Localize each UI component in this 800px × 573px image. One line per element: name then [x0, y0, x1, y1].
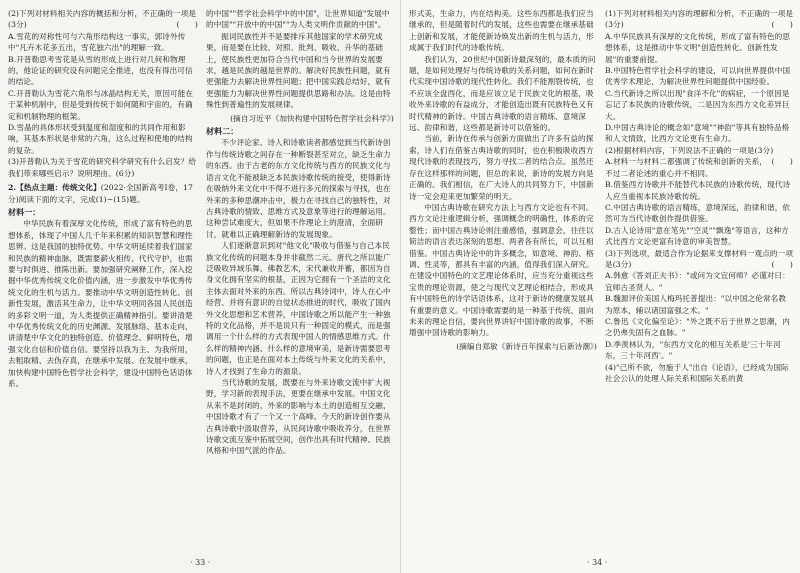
- paragraph: 当前，新诗在传承与创新方面做出了许多有益的探索，诗人们在借鉴古典诗歌的同时，也在积极吸收西方现代诗歌的表现技巧，努力寻找二者的结合点。虽然还存在这样那样的问题，但总的来说，新诗的发展方向是正确的。我们相信，在广大诗人的共同努力下，中国新诗一定会迎来更加繁荣的明天。: [409, 134, 594, 201]
- answer-paren: ( ): [771, 157, 793, 167]
- right-page: [400, 0, 800, 573]
- question-stem: [605, 145, 793, 167]
- answer-option: A.中华民族具有深厚的文化传统，形成了富有特色的思想体系，这是推动中华文明"创造性转化、创新性发展"的重要前提。: [605, 31, 791, 64]
- paragraph: 中国古典诗歌在研究方法上与西方文论也有不同。西方文论注重逻辑分析，强调概念的明确性，体系的完整性；而中国古典诗论则注重感悟，强调意会，往往以简洁的语言表达深刻的思想。两者各有所长，可以互相借鉴。中国古典诗论中的许多概念，如意境、神韵、格调、性灵等，都具有丰富的内涵，值得我们深入研究。在建设中国特色的文艺理论体系时，应当充分重视这些宝贵的理论资源，使之与现代文艺理论相结合，形成具有中国特色的诗学话语体系，这对于新诗的健康发展具有重要的意义。中国诗歌需要的是一种基于传统、面向未来的理论自信，要向世界讲好中国诗歌的故事，不断增强中国诗歌的影响力。: [409, 202, 594, 338]
- answer-option: B.魏源评价美国人梅玛托普提出："以中国之伦常名教为原本，辅以诸国富强之术。": [605, 294, 787, 315]
- answer-option: C.当代新诗之所以出现"食洋不化"的病症，一个原因是忘记了本民族的诗歌传统，二是因为东西方文化差异巨大。: [605, 88, 790, 121]
- answer-option: B.开普勒思考雪花是从雪的形成上进行对几何和物理的，他论证的研究设有问题完全推进，也没有得出可信的结论。: [8, 54, 193, 87]
- left-column-2: [206, 8, 394, 457]
- answer-paren: ( ): [176, 20, 198, 30]
- paragraph: 中华民族有着深厚文化传统，形成了富有特色的思想体系，体现了中国人几千年来积累的知识智慧和理性思辨。这是我国的独特优势。中华文明延续着我们国家和民族的精神血脉，既需要薪火相传、代代守护，也需要与时俱进、推陈出新。要加强研究阐释工作，深入挖掘中华优秀传统文化价值内涵，进一步激发中华优秀传统文化的生机与活力。要推动中华文明创造性转化、创新性发展，激活其生命力，让中华文明同各国人民创造的多彩文明一道，为人类提供正确精神指引。要讲清楚中华优秀传统文化的历史渊源、发展脉络、基本走向，讲清楚中华文化的独特创造、价值理念、鲜明特色，增强文化自信和价值自信。要坚持以我为主、为我所用，去粗取精、去伪存真，在继承中发展、在发展中继承，加快构建中国特色哲学社会科学，建设中国特色话语体系。: [8, 219, 193, 388]
- paragraph: 的中国""哲学社会科学中的中国"，让世界知道"发展中的中国""开放中的中国""为人类文明作贡献的中国"。: [206, 9, 390, 30]
- answer-option: C.开普勒认为雪花六角形与冰晶结构无关，原因可能在于某种机制中，但是受到传统于如何随和宇宙的，有确定和机制物理的框架。: [8, 88, 194, 121]
- question-text: (3)开普勒认为关于雪花的研究科学研究有什么启发？给我们带来哪些启示？说明理由。(6分): [8, 157, 197, 178]
- question-stem: [605, 8, 793, 31]
- material-title: 材料二：: [206, 126, 239, 137]
- paragraph: 我们认为，20世纪中国新诗最深刻的，最本质的问题，是如何处理好与传统诗歌的关系问题，如何在新时代实现中国诗歌的现代性转化。我们不能割裂传统，也不应该全盘西化，而是应该立足于民族文化的根基，吸收外来诗歌的有益成分，才能创造出既有民族特色又有时代精神的新诗。中国古典诗歌的语言精练、意境深远、韵律和谐，这些都是新诗可以借鉴的。: [409, 54, 596, 133]
- answer-option: D.雪晶的具体形状受到温度和湿度和的共同作用和影响，其基本形状是非常的六角，这么过程和使地的结构的复杂。: [8, 123, 193, 155]
- question-stem: [8, 8, 198, 31]
- answer-option: C.中国古典诗歌的语言精练，意境深远，韵律和谐，依然可为当代诗歌创作提供借鉴。: [605, 202, 791, 224]
- question-stem: [8, 156, 198, 179]
- right-column-2: [605, 8, 793, 384]
- source-citation: (摘编自郑敏《新诗百年探索与后新诗潮》): [456, 341, 597, 351]
- answer-paren: ( ): [771, 20, 793, 30]
- answer-option: D.古人论诗用"意在笔先""空灵""飘逸"等语言，这种方式比西方文论更富有诗意的审美智慧。: [605, 225, 789, 247]
- answer-option: B.借鉴西方诗歌并不能替代本民族的诗歌传统，现代诗人应当重视本民族诗歌传统。: [605, 180, 791, 201]
- question-text: (1)下列对材料相关内容的理解和分析，不正确的一项是(3分): [605, 9, 793, 30]
- page-number-left: · 33 ·: [190, 558, 211, 567]
- paragraph: 不少评论家、诗人和诗歌读者都感觉到当代新诗创作与传统诗歌之间存在一种断裂甚至对立，缺乏生命力的东西。由于古老的东方文化传统与西方的民族文化与语言文化不能被缺乏本民族诗歌传统的接受，使得新诗在吸纳外来文化中不得不进行多元的探索与寻找，也在外来的多种思潮冲击中，极力在寻找自己的独特性，对古典诗歌的情致、思维方式及意象等进行的理解运用。这种尝试难度大，但如果不作理论上的澄清，全面研讨，就难以正确理解新诗的发展现象。: [206, 138, 391, 239]
- right-column-1: [409, 8, 597, 352]
- hot-topic-text: (2022·全国新高考Ⅰ卷，17分)阅读下面的文字，完成(1)~(15)题。: [8, 183, 193, 204]
- question-stem: [605, 248, 793, 271]
- answer-option: A.材料一与材料二都强调了传统和创新的关系，不过二者论述的重心并不相同。: [605, 157, 767, 178]
- answer-option: A.韩愈《答刘正夫书》："或问为文宜何师？必谨对曰：宜师古圣贤人。": [605, 271, 790, 292]
- question-stem: [605, 362, 793, 385]
- question-text: (2)根据材料内容，下列说法不正确的一项是(3分): [605, 145, 774, 155]
- answer-option: A.雪花的对称性可与六角形结构这一事实，郭诗外传中"凡卉木花多五出，雪花独六出"的理解一致。: [8, 31, 186, 53]
- answer-paren: ( ): [771, 259, 793, 269]
- source-citation: (摘自习近平《加快构建中国特色哲学社会科学》): [230, 113, 394, 123]
- question-text: (2)下列对材料相关内容的概括和分析，不正确的一项是(3分): [8, 9, 197, 30]
- paragraph: 振词民族性并不是要排斥其他国家的学术研究成果，而是要在比较、对照、批判、吸收、升华的基础上，使民族性更加符合当代中国和当今世界的发展要求，越是民族的越是世界的。解决好民族性问题，就有更强能力去解决世界性问题；把中国实践总结好，就有更强能力为解决世界性问题提供思路和办法。这是由特殊性到普遍性的发展规律。: [206, 31, 391, 110]
- answer-option: D.中国古典诗论的概念如"意境""神韵"等具有独特品格和人文情致，比西方文论更有生命力。: [605, 123, 790, 144]
- material-title: 材料一：: [8, 206, 41, 217]
- answer-option: C.鲁迅《文化偏至论》："外之既不后于世界之思潮，内之仍弗失固有之血脉。": [605, 316, 790, 338]
- hot-topic-heading: [8, 182, 198, 205]
- question-text: (4)"己所不欲，勿施于人"出自《论语》，已经成为国际社会公认的处理人际关系和国际关系的黄: [605, 362, 789, 383]
- page-number-right: · 34 ·: [587, 558, 608, 567]
- answer-option: D.季羡林认为，"东西方文化的相互关系是'三十年河东，三十年河西'。": [605, 339, 781, 361]
- paragraph: 形式美，生命力，内在结构美。这些东西都是我们应当继承的，但是随着时代的发展，这些也需要在继承基础上创新和发展，才能使新诗焕发出新的生机与活力，形成属于我们时代的诗歌传统。: [409, 9, 594, 53]
- paragraph: 人们逐渐意识到对"他文化"吸收与借鉴与自己本民族文化传统的问题本身并非截然二元。唐代之所以能广泛吸收异域乐舞、佛教艺术，宋代兼收并蓄，都因为自身文化拥有坚实的根基，正因为它拥有一个圣洁的文化主体去面对外来的东西。所以古典诗词中，诗人在心中经营、并将有意识的自觉状态推进的时代，吸收了国内外文化思想和艺术营养，中国诗歌之所以能产生一种独特的文化品格，并不是说只有一种固定的模式，而是强调用一个什么样的方式表现中国人的情感思维方式。什么样的精神内涵、什么样的意境审美，是新诗需要思考的问题，也正是在面对本土传统与外来文化的关系中，诗人才找到了生命力的源泉。: [206, 241, 391, 376]
- question-text: (3)下列选项，最适合作为论据来支撑材料一观点的一项是(3分): [605, 248, 793, 269]
- paragraph: 当代诗歌的发展，既要在与外来诗歌交流中扩大视野，学习新的表现手法，更要在继承中发展。中国文化从来不是封闭的，外来的影响与本土的创造相互交融，中国诗歌才有了一个又一个高峰。今天的新诗创作要从古典诗歌中汲取营养，从民间诗歌中吸收养分，在世界诗歌交流互鉴中拓展空间，创作出具有时代精神、民族风格和中国气派的作品。: [206, 378, 391, 456]
- left-column-1: [8, 8, 198, 389]
- hot-topic-tag: 2.【热点主题：传统文化】: [8, 183, 101, 193]
- answer-option: B.中国特色哲学社会科学的建设，可以向世界提供中国优秀学术理论，为解决世界性问题提供中国经验。: [605, 66, 791, 87]
